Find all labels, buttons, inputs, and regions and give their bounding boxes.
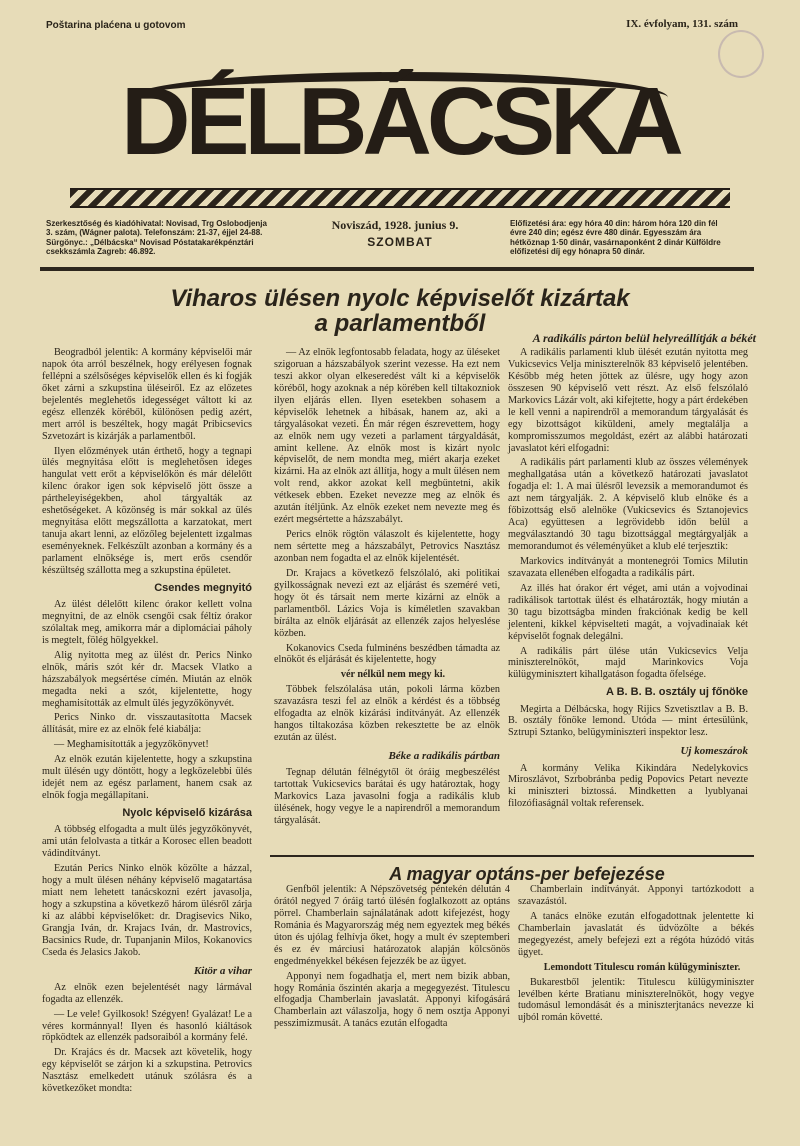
lead-col2-p5: vér nélkül nem megy ki.: [340, 669, 446, 681]
lead-headline-line1: Viharos ülésen nyolc képviselőt kizártak: [170, 285, 630, 312]
lead-col3-p1: A radikális parlamenti klub ülését ezután nyitotta meg Vukicsevics Velja miniszterelnök 83 képviselő jelentében. Később még heten jöttek az ülésre, ugy hogy azon összesen 90 képviselő vett részt. Az első felszólaló Markovics Lázár volt, aki kifejtette, hogy a párt érdekében le kell venni a napirendről a memorandum tárgyalását és egy bizottságot kiküldeni, amely megtalálja a kompromisszumos megoldást, ezért az alábbi határozati javaslatot kéri elfogadni:: [508, 347, 748, 454]
lead-col1b-p3: Perics Ninko dr. visszautasította Macsek állítását, mire ez az elnök felé kiabálja:: [42, 712, 252, 736]
lead-col2b-p1: Tegnap délután félnégytől öt óráig megbeszélést tartottak Vukicsevics barátai és ugy határoztak, hogy Markovics Laza javasolni fogja a radikális klub ülésének, hogy vegye le a napirendről a memorandum tárgyalását.: [274, 767, 500, 826]
newspaper-title: DÉLBÁCSKA: [121, 68, 679, 175]
second-col1-p2: Apponyi nem fogadhatja el, mert nem bizik abban, hogy Románia őszintén akarja a megegyezést. Titulescu elfogadja Chamberlain javaslatát. Apponyi kifogásárá Chamberlain azt válaszolja, hogy ő nem osztja Apponyi pesszimizmusát. A tanács ezután elfogadta: [274, 970, 510, 1030]
second-column-2: [518, 884, 754, 1027]
lead-column-1: [42, 347, 252, 1098]
lead-col2-p1: — Az elnök legfontosabb feladata, hogy az üléseket szigoruan a házszabályok szerint vezesse. Ha ezt nem teszi akkor olyan elkeseredést vált ki a képviselők köréből, hogy azoknak a nép körében kell tiltakozniok ilyen eljárás ellen. Ilyen esetekben sohasem a képviselők lehetnek a hibásak, hanem az, aki a tárgyalásokat vezeti. Én már régen észrevettem, hogy az elnök nem ugy vezeti a parlament tárgyaldását, amint kellene. Az elnök most is kizárt nyolc képviselőt, de nem mondta meg, miért akarja ezeket kizárni. Ha az elnök azt állítja, hogy a mult ülésen nem volt rend, akkor azokat kell megbüntetni, akik vétkesek ebben. Ezeket nevezze meg az elnök és azután ítéljünk. Az elnök ezeket nem nevezte meg és ezért megsértette a házszabályt.: [274, 347, 500, 526]
second-col2-p3: Bukarestből jelentik: Titulescu külügyminiszter levélben kérte Bratianu miniszterelnököt, hogy vegye tudomásul lemondását és a miniszterjtanács nevezze ki ujból román követté.: [518, 976, 754, 1024]
section-heading-csendes: Csendes megnyitó: [154, 581, 252, 594]
section-heading-vihar: Kitör a vihar: [193, 964, 252, 977]
lead-col1-p1: Beogradból jelentik: A kormány képviselői már napok óta arról beszélnek, hogy erélyesen fognak fellépni a szélsőséges képviselők ellen és ki fogják őket zárni a szkupstina üléseiről. Ez az előzetes bejelentés meglehetős idegességet váltott ki az egész ellenzék köréből, különösen pedig azért, mert arról is beszéltek, hogy magát Pribicsevics Szvetozárt is kizárják a parlamentből.: [42, 347, 252, 442]
lead-col3-p3: Markovics indítványát a montenegrói Tomics Milutin szavazata ellenében elfogadta a radikális párt.: [508, 555, 748, 579]
lead-col1d-p1: Az elnök ezen bejelentését nagy lármával fogadta az ellenzék.: [42, 981, 252, 1005]
second-col2-heading: Lemondott Titulescu román külügyminiszter.: [543, 961, 741, 973]
lead-col3b-p1: Megirta a Délbácska, hogy Rijics Szvetisztlav a B. B. B. osztály főnöke lemond. Utóda — mint értesülünk, Sztrupi Sztanko, belügyminiszteri inspektor lesz.: [508, 703, 748, 739]
postage-note: Poštarina plaćena u gotovom: [46, 20, 186, 31]
masthead: [70, 64, 730, 204]
lead-col1b-p2: Alig nyitotta meg az ülést dr. Perics Ninko elnök, máris szót kér dr. Macsek Vlatko a házszabályok megsértése címén. Miután az elnök megadta neki a szót, kijelentette, hogy meghamisították az elmult ülés jegyzőkönyvét.: [42, 649, 252, 709]
section-heading-komeszarok: Uj komeszárok: [680, 745, 748, 758]
section-heading-beke: Béke a radikális pártban: [388, 750, 500, 762]
second-column-1: [274, 884, 510, 1033]
issue-day: SZOMBAT: [367, 235, 433, 249]
lead-column-2: [274, 347, 500, 830]
lead-subheadline: A radikális párton belül helyreállítják a békét: [532, 331, 756, 345]
lead-col2-p6: Többek felszólalása után, pokoli lárma közben szavazásra teszi fel az elnök a kérdést és a többség elfogadta az elnök kizárási indítványát. Az ellenzék hangos tiltakozása közben rekesztette be az elnök ezután az ülést.: [274, 684, 500, 744]
second-col2-p1: Chamberlain indítványát. Apponyi tartózkodott a szavazástól.: [518, 884, 754, 907]
lead-col1c-p2: Ezután Perics Ninko elnök közölte a házzal, hogy a mult ülésen néhány képviselő magatartása miatt nem lehetett tanácskozni ezért javasolja, hogy a szkupstina a következő három ülésről zárja ki az alábbi képviselőket: dr. Dragisevics Niko, Grangja Iván, dr. Krajacs Iván, dr. Mastrovics, Bacsinics Rude, dr. Tupanjanin Milos, Kokanovics Cseda és Jelasics Jakob.: [42, 863, 252, 958]
section-heading-kizarasa: Nyolc képviselő kizárása: [122, 807, 252, 819]
second-col1-p1: Genfből jelentik: A Népszövetség péntekén délután 4 órától negyed 7 óráig tartó ülésén foglalkozott az optáns pörrel. Chamberlain sajnálatának adott kifejezést, hogy Románia és Magyarország még nem egyeztek meg békés úton és ujólag felhívja őket, hogy a mult év szeptemberi és ez év márciusi határozatok alapján kölcsönös engedményekkel békésen fejezzék be az ügyet.: [274, 884, 510, 967]
lead-headline: [44, 286, 756, 336]
lead-col1d-p2: — Le vele! Gyilkosok! Szégyen! Gyalázat! Le a véres kormánnyal! Ilyen és hasonló kiáltások röpködtek az ellenzék padsoraiból a kormány felé.: [42, 1008, 252, 1044]
header-divider: [40, 267, 754, 271]
lead-col1b-p1: Az ülést délelőtt kilenc órakor kellett volna megnyitni, de az elnök csengői csak féltíz órakor szólaltak meg, amikorra már a diplomáciai páholy is megtelt, fölég hölgyekkel.: [42, 599, 252, 646]
masthead-zigzag-decoration: [70, 188, 730, 208]
lead-column-3: [508, 347, 748, 813]
second-article-headline: A magyar optáns-per befejezése: [389, 864, 665, 884]
lead-col1c-p1: A többség elfogadta a mult ülés jegyzőkönyvét, ami után felolvasta a titkár a Korosec ellen beadott vádindítványt.: [42, 824, 252, 860]
editorial-info: Szerkesztőség és kiadóhivatal: Novisad, Trg Oslobodjenja 3. szám, (Wágner palota). Telefonszám: 21-37, éjjel 24-88. Sürgönyc.: „Délbácska“ Novisad Póstatakarékpénztári csekkszámla Zagreb: 46.892.: [46, 219, 267, 257]
lead-col1b-p5: Az elnök ezután kijelentette, hogy a szkupstina mult ülésén ugy döntött, hogy a legközelebbi ülés idejét nem az egész parlament, hanem csak az elnök fogja megállapítani.: [42, 754, 252, 802]
volume-number: IX. évfolyam, 131. szám: [626, 18, 738, 30]
lead-headline-line2: a parlamentből: [314, 310, 486, 338]
lead-col3-p2: A radikális párt parlamenti klub az összes vélemények meghallgatása után a következő határozati javaslatot fogadja el: 1. A mai ülésről levezsik a memorandumot és azt nem tárgyalják. 2. A képviselő klub elnöke és a főbizottság első alelnöke (Vukicsevics és Sztanojevics Aca) együttesen a legrövidebb időn belül a megválasztandó 30 tagu bizottsággal megtárgyalják a memorandumot és véleményüket a klub elé terjesztik:: [508, 457, 748, 552]
lead-col1b-p4: — Meghamisították a jegyzőkönyvet!: [54, 739, 209, 751]
lead-col1d-p3: Dr. Krajács és dr. Macsek azt követelik, hogy egy képviselőt se zárjon ki a szkupstina. Petrovics Nasztász emelkedett utánuk szólásra és a következőket mondta:: [42, 1047, 252, 1095]
lead-col3-p5: A radikális párt ülése után Vukicsevics Velja miniszterelnököt, majd Marinkovics Voja külügyminisztert kihallgatáson fogadta őfelsége.: [508, 645, 748, 681]
section-heading-bbb: A B. B. B. osztály uj főnöke: [606, 686, 748, 699]
subscription-info: Előfizetési ára: egy hóra 40 din: három hóra 120 din fél évre 240 din; egész évre 480 dinár. Egyesszám ára hétköznap 1·50 dinár, vasárnaponként 2 dinár Külföldre előfizetési díj egy hónapra 50 dinár.: [510, 219, 721, 257]
issue-date: Noviszád, 1928. junius 9.: [331, 218, 459, 232]
lead-col2-p2: Perics elnök rögtön válaszolt és kijelentette, hogy nem sértette meg a házszabályt, Petrovics Nasztász azonban nem fogadta el az elnök kijelentését.: [274, 529, 500, 564]
second-col2-p2: A tanács elnöke ezután elfogadottnak jelentette ki Chamberlain javaslatát és üdvözölte a békés megegyezést, amely befejezi ezt a régóta húzódó vitás ügyet.: [518, 910, 754, 958]
lead-col1-p2: Ilyen előzmények után érthető, hogy a tegnapi ülés megnyitása előtt is meglehetősen ideges hangulat vett erőt a képviselőkön és már délelőtt kilenc órakor igen sok képviselő jött össze a pártheleyiségekben, ahol tárgyalták az eshetőségeket. A közönség is már sokkal az ülés megnyitása előtt megszállotta a karzatokat, mert tanuja akart lenni, az előzőleg bejelentett izgalmas eseményeknek. Felkészült azonban a kormány és a parlament elnöksége is, mert erős csendőr készültség szállotta meg a szkupstina épületet.: [42, 445, 252, 576]
lead-col2-p4: Kokanovics Cseda fulminéns beszédben támadta az elnököt és eljárását és kijelentette, hogy: [274, 642, 500, 666]
lead-col3c-p1: A kormány Velika Kikindára Nedelykovics Miroszlávot, Szrbobránba pedig Popovics Petart nevezte ki miniszteri biztossá. Mindketten a lyublyanai filozófiaságnál voltak referensek.: [508, 762, 748, 810]
lead-col3-p4: Az illés hat órakor ért véget, ami után a vojvodinai radikálisok tartottak ülést és elhatározták, hogy miután a 30 tagu bizottságba minden frakciónak kedig be kell jelenteni, kikkel képviselteti magát, a vojvadinaiak két képviselőt fognak delegálni.: [508, 582, 748, 642]
lead-col2-p3: Dr. Krajacs a következő felszólaló, aki politikai gyilkosságnak nevezi ezt az eljárást és szeméré veti, hogy öt és társait nem merte kizárni az elnök a parlamentből. Lázics Voja is kíméletlen szavakban bírálta az elnök eljárását az ellenzék zajos helyeslése közben.: [274, 567, 500, 639]
